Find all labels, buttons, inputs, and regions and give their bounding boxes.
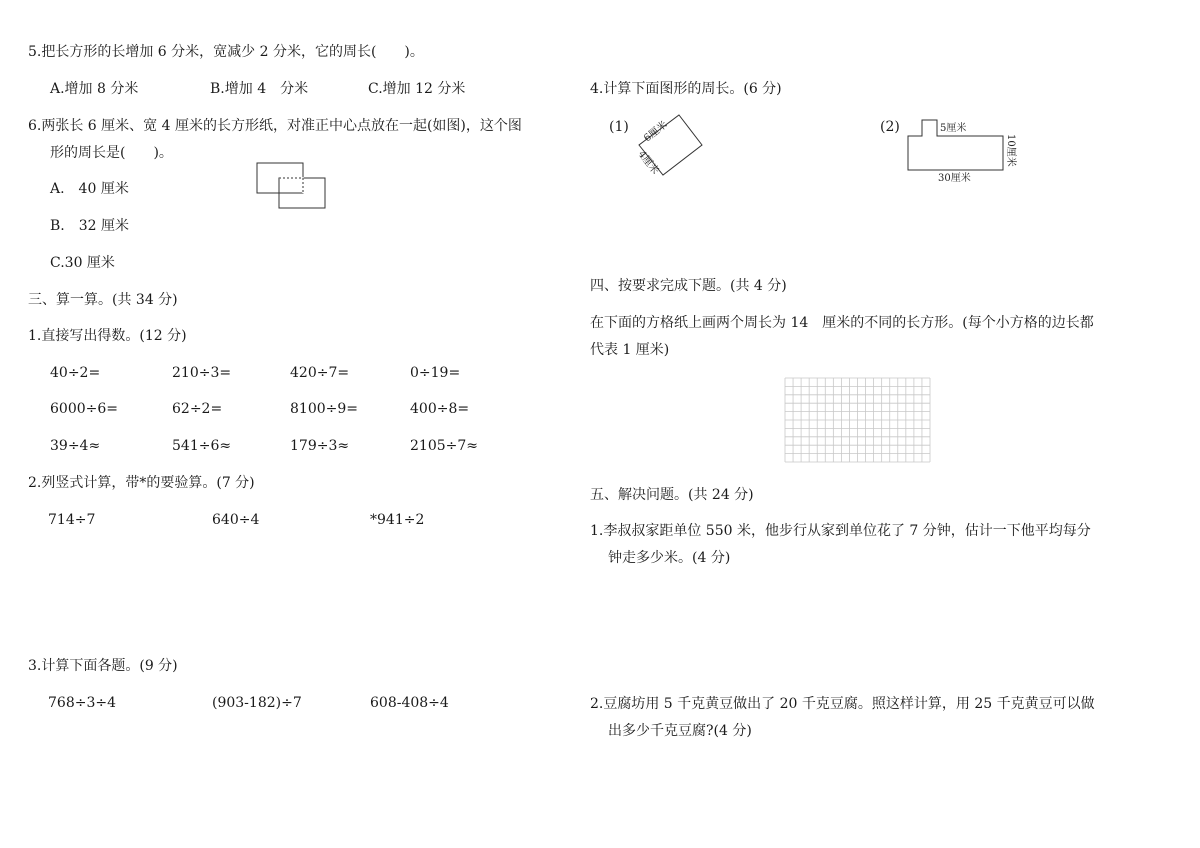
calc-item: 2105÷7≈ [410,438,478,454]
vertical-calc-item: *941÷2 [370,512,425,528]
section5-q1-line1: 1.李叔叔家距单位 550 米，他步行从家到单位花了 7 分钟，估计一下他平均每分 [590,523,1091,539]
figure2-label: (2) [880,119,900,135]
q4-title: 4.计算下面图形的周长。(6 分) [590,81,782,97]
mixed-calc-item: 608-408÷4 [370,695,449,711]
section3-p1-title: 1.直接写出得数。(12 分) [28,328,187,344]
q6-option-a: A. 40 厘米 [50,181,129,197]
figure1-width-label: 4厘米 [635,149,661,177]
section5-q2-line1: 2.豆腐坊用 5 千克黄豆做出了 20 千克豆腐。照这样计算，用 25 千克黄豆可以做 [590,696,1095,712]
calc-item: 39÷4≈ [50,438,101,454]
calc-item: 40÷2= [50,365,101,381]
calc-item: 210÷3= [172,365,232,381]
q6-stem-line1: 6.两张长 6 厘米、宽 4 厘米的长方形纸，对准正中心点放在一起(如图)，这个图 [28,118,522,134]
section3-title: 三、算一算。(共 34 分) [28,292,178,308]
calc-item: 8100÷9= [290,401,358,417]
section3-p3-title: 3.计算下面各题。(9 分) [28,658,178,674]
calc-item: 400÷8= [410,401,470,417]
vertical-calc-item: 714÷7 [48,512,96,528]
section5-title: 五、解决问题。(共 24 分) [590,487,754,503]
section3-p2-title: 2.列竖式计算，带*的要验算。(7 分) [28,475,255,491]
mixed-calc-item: 768÷3÷4 [48,695,116,711]
q6-option-c: C.30 厘米 [50,255,115,271]
tilted-rectangle-figure [625,110,710,182]
figure1-length-label: 6厘米 [642,119,670,145]
section4-line2: 代表 1 厘米) [590,342,670,358]
q5-option-c: C.增加 12 分米 [368,81,466,97]
q6-option-b: B. 32 厘米 [50,218,130,234]
section4-line1: 在下面的方格纸上画两个周长为 14 厘米的不同的长方形。(每个小方格的边长都 [590,315,1094,331]
calc-item: 6000÷6= [50,401,118,417]
q5-option-a: A.增加 8 分米 [50,81,139,97]
grid-paper [784,377,931,463]
q5-option-b: B.增加 4 分米 [210,81,309,97]
calc-item: 179÷3≈ [290,438,350,454]
section5-q2-line2: 出多少千克豆腐?(4 分) [608,723,752,739]
vertical-calc-item: 640÷4 [212,512,260,528]
q5-stem: 5.把长方形的长增加 6 分米，宽减少 2 分米，它的周长( )。 [28,44,424,60]
calc-item: 62÷2= [172,401,223,417]
figure1-label: (1) [609,119,629,135]
stepped-shape-figure [900,112,1025,184]
figure2-bottom-label: 30厘米 [938,173,971,184]
overlapping-rectangles-figure [255,161,330,211]
calc-item: 420÷7= [290,365,350,381]
mixed-calc-item: (903-182)÷7 [212,695,302,711]
calc-item: 0÷19= [410,365,461,381]
figure2-top-label: 5厘米 [940,123,967,134]
calc-item: 541÷6≈ [172,438,232,454]
section5-q1-line2: 钟走多少米。(4 分) [608,550,731,566]
section4-title: 四、按要求完成下题。(共 4 分) [590,278,787,294]
figure2-right-label: 10厘米 [1005,134,1016,167]
q6-stem-line2: 形的周长是( )。 [50,145,173,161]
